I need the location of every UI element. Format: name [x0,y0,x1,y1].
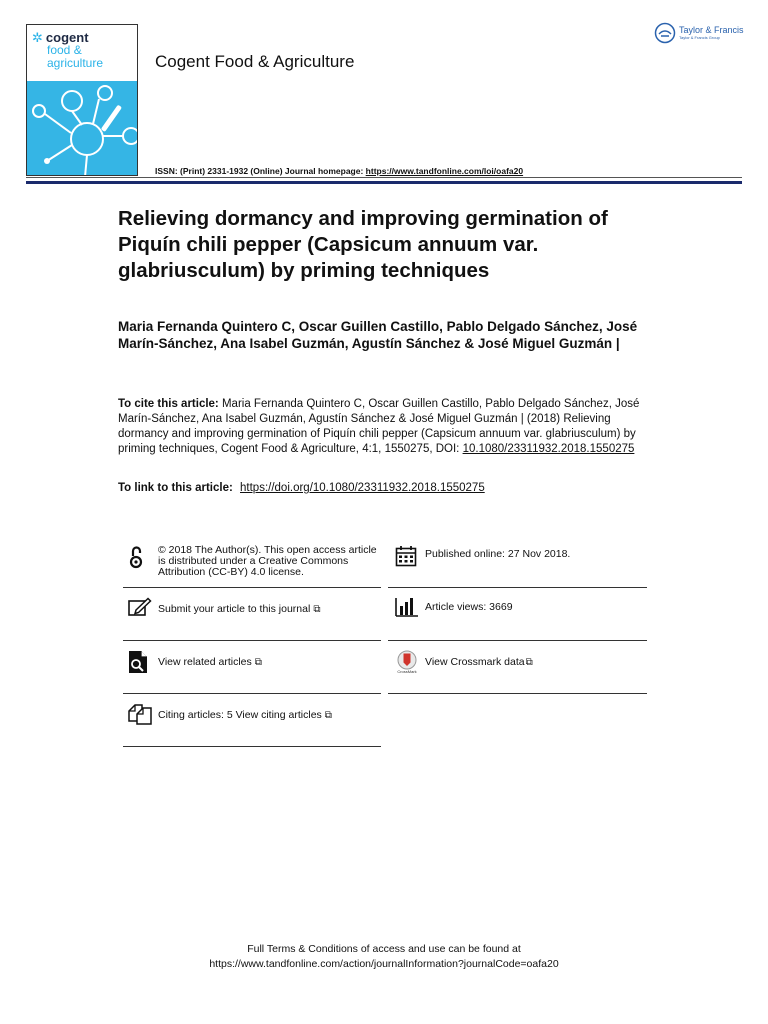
divider [123,693,381,694]
calendar-icon [395,545,425,571]
publisher-logo [654,22,744,44]
divider [123,640,381,641]
citing-documents-icon [128,703,158,729]
article-link-row [118,482,485,494]
citing-label: Citing articles: 5 View citing articles [158,709,322,721]
external-link-icon: ⧉ [313,604,321,615]
published-date: Published online: 27 Nov 2018. [425,548,571,560]
citation-text: Maria Fernanda Quintero C, Oscar Guillen Castillo, Pablo Delgado Sánchez, José Marín-Sánchez, Ana Isabel Guzmán, Agustín Sánchez & José Miguel Guzmán | (2018) Relieving dormancy and improving germination of Piquín chili pepper (Capsicum annuum var. glabriusculum) by priming techniques, Cogent Food & Agriculture, 4:1, 1550275, DOI: [118,398,640,455]
issn-text: ISSN: (Print) 2331-1932 (Online) Journal homepage: [155,166,364,176]
submit-label: Submit your article to this journal [158,603,311,615]
crossmark-icon [395,650,419,676]
license-info [128,545,378,578]
submit-article-link[interactable] [128,597,378,623]
authors: Maria Fernanda Quintero C, Oscar Guillen Castillo, Pablo Delgado Sánchez, José Marín-Sánchez, Ana Isabel Guzmán, Agustín Sánchez & José Miguel Guzmán | [118,319,638,351]
external-link-icon: ⧉ [525,657,533,668]
bar-chart-icon [395,597,425,623]
crossmark-badge-label: CrossMark [397,669,417,674]
external-link-icon: ⧉ [254,657,262,668]
published-info [395,545,645,571]
molecule-illustration [27,81,138,176]
article-doi-link[interactable]: https://doi.org/10.1080/23311932.2018.1550275 [240,482,485,494]
document-search-icon [128,650,158,676]
citation-block [118,397,653,457]
divider [388,640,647,641]
footer [0,942,768,972]
citation-label: To cite this article: [118,398,219,410]
logo-line1: cogent [45,30,89,45]
divider [123,587,381,588]
external-link-icon: ⧉ [324,710,332,721]
citing-articles-link[interactable] [128,703,378,729]
edit-icon [128,597,158,623]
divider [26,177,742,178]
taylor-francis-icon [654,22,676,44]
open-access-icon [128,545,158,571]
crossmark-label: View Crossmark data [425,656,525,668]
article-views [395,597,645,623]
asterisk-icon: ✲ [32,30,43,45]
views-label: Article views: 3669 [425,601,513,613]
divider [388,693,647,694]
related-label: View related articles [158,656,252,668]
related-articles-link[interactable] [128,650,378,676]
logo-line3: agriculture [47,56,104,70]
logo-line2: food & [47,43,82,57]
link-label: To link to this article: [118,482,233,494]
divider [388,587,647,588]
journal-logo [26,24,138,176]
publisher-name: Taylor & Francis [679,25,744,35]
footer-terms-url[interactable]: https://www.tandfonline.com/action/journalInformation?journalCode=oafa20 [209,958,559,970]
journal-homepage-link[interactable]: https://www.tandfonline.com/loi/oafa20 [365,166,524,176]
footer-terms: Full Terms & Conditions of access and use can be found at [247,943,521,955]
journal-title: Cogent Food & Agriculture [155,52,355,71]
publisher-sub: Taylor & Francis Group [679,35,720,40]
header-rule [26,181,742,184]
license-text: © 2018 The Author(s). This open access article is distributed under a Creative Commons Attribution (CC-BY) 4.0 license. [158,544,377,578]
issn-line [155,166,523,176]
crossmark-link[interactable] [395,650,645,676]
doi-link[interactable]: 10.1080/23311932.2018.1550275 [462,443,635,455]
divider [123,746,381,747]
article-title: Relieving dormancy and improving germination of Piquín chili pepper (Capsicum annuum var. glabriusculum) by priming techniques [118,207,608,282]
